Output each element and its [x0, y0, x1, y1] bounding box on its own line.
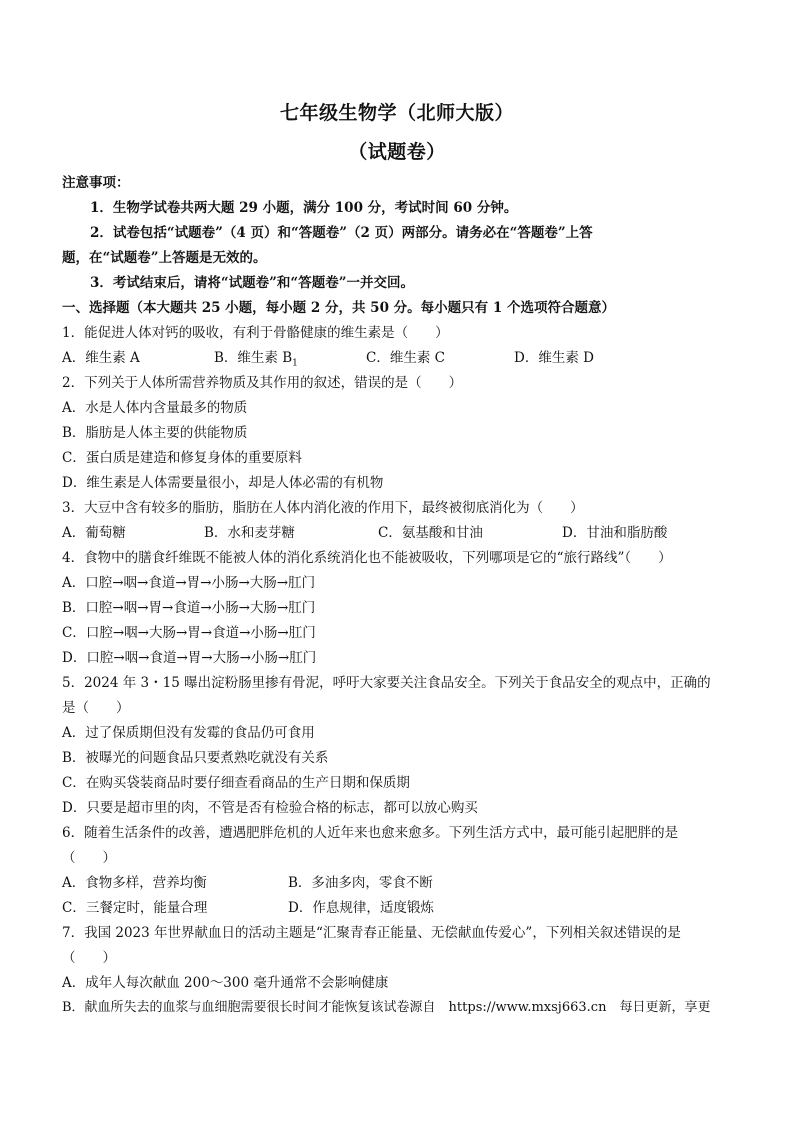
- question-2-option-c: C．蛋白质是建造和修复身体的重要原料: [62, 450, 302, 466]
- question-7-stem: 7．我国 2023 年世界献血日的活动主题是“汇聚青春正能量、无偿献血传爱心”，下列相关叙述错误的是: [62, 925, 681, 941]
- question-4-option-b: B．口腔→咽→胃→食道→小肠→大肠→肛门: [62, 600, 316, 616]
- question-2-option-b: B．脂肪是人体主要的供能物质: [62, 425, 248, 441]
- question-3-options: [62, 523, 736, 543]
- question-6-option-c: C．三餐定时，能量合理: [62, 900, 208, 916]
- question-3-option-d: D．甘油和脂肪酸: [562, 525, 668, 541]
- question-6-option-a: A．食物多样，营养均衡: [62, 875, 207, 891]
- question-5-stem-cont: 是（ ）: [62, 700, 130, 716]
- section-heading: 一、选择题（本大题共 25 小题，每小题 2 分，共 50 分。每小题只有 1 个选项符合题意）: [62, 300, 615, 316]
- question-2-stem: 2．下列关于人体所需营养物质及其作用的叙述，错误的是（ ）: [62, 375, 463, 391]
- notice-item-3: 3．考试结束后，请将“试题卷”和“答题卷”一并交回。: [90, 275, 414, 291]
- question-3-option-b: B．水和麦芽糖: [204, 525, 295, 541]
- question-6-option-b: B．多油多肉，零食不断: [288, 875, 433, 891]
- notice-item-1: 1．生物学试卷共两大题 29 小题，满分 100 分，考试时间 60 分钟。: [90, 200, 518, 216]
- question-6-options-row-1: [62, 873, 736, 893]
- question-4-option-d: D．口腔→咽→食道→胃→大肠→小肠→肛门: [62, 650, 317, 666]
- question-1-options: [62, 348, 736, 374]
- question-1-option-b-text: B．维生素 B: [214, 350, 293, 366]
- question-6-option-d: D．作息规律，适度锻炼: [288, 900, 434, 916]
- question-7-option-a: A．成年人每次献血 200～300 毫升通常不会影响健康: [62, 975, 389, 991]
- question-3-option-c: C．氨基酸和甘油: [378, 525, 483, 541]
- question-3-stem: 3．大豆中含有较多的脂肪，脂肪在人体内消化液的作用下，最终被彻底消化为（ ）: [62, 500, 584, 516]
- notice-item-2-cont: 题，在“试题卷”上答题是无效的。: [62, 250, 267, 266]
- page-subtitle: （试题卷）: [348, 141, 446, 163]
- question-5-option-d: D．只要是超市里的肉，不管是否有检验合格的标志，都可以放心购买: [62, 800, 478, 816]
- question-1-option-d: D．维生素 D: [514, 350, 594, 366]
- notice-item-2: 2．试卷包括“试题卷”（4 页）和“答题卷”（2 页）两部分。请务必在“答题卷”上答: [90, 225, 593, 241]
- question-2-option-a: A．水是人体内含量最多的物质: [62, 400, 248, 416]
- notice-heading: 注意事项：: [62, 175, 130, 191]
- question-4-option-c: C．口腔→咽→大肠→胃→食道→小肠→肛门: [62, 625, 316, 641]
- question-5-option-c: C．在购买袋装商品时要仔细查看商品的生产日期和保质期: [62, 775, 410, 791]
- question-7-option-b: B．献血所失去的血浆与血细胞需要很长时间才能恢复该试卷源自 https://www.mxsj663.cn 每日更新，享更: [62, 1000, 711, 1015]
- question-1-stem: 1．能促进人体对钙的吸收，有利于骨骼健康的维生素是（ ）: [62, 325, 449, 341]
- question-4-stem: 4．食物中的膳食纤维既不能被人体的消化系统消化也不能被吸收，下列哪项是它的“旅行路线”（ ）: [62, 550, 672, 566]
- question-4-option-a: A．口腔→咽→食道→胃→小肠→大肠→肛门: [62, 575, 316, 591]
- question-3-option-a: A．葡萄糖: [62, 525, 126, 541]
- page-title: 七年级生物学（北师大版）: [279, 102, 514, 124]
- question-1-option-b: [214, 348, 366, 374]
- question-5-stem: 5．2024 年 3・15 曝出淀粉肠里掺有骨泥，呼吁大家要关注食品安全。下列关于食品安全的观点中，正确的: [62, 675, 711, 691]
- question-1-option-a: A．维生素 A: [62, 350, 140, 366]
- question-5-option-a: A．过了保质期但没有发霉的食品仍可食用: [62, 725, 315, 741]
- question-7-stem-cont: （ ）: [62, 950, 116, 966]
- question-6-stem-cont: （ ）: [62, 850, 116, 866]
- question-1-option-c: C．维生素 C: [366, 350, 445, 366]
- question-2-option-d: D．维生素是人体需要量很小，却是人体必需的有机物: [62, 475, 384, 491]
- question-6-options-row-2: [62, 898, 736, 918]
- question-5-option-b: B．被曝光的问题食品只要煮熟吃就没有关系: [62, 750, 329, 766]
- question-6-stem: 6．随着生活条件的改善，遭遇肥胖危机的人近年来也愈来愈多。下列生活方式中，最可能引起肥胖的是: [62, 825, 679, 841]
- question-1-option-b-subscript: 1: [292, 358, 298, 369]
